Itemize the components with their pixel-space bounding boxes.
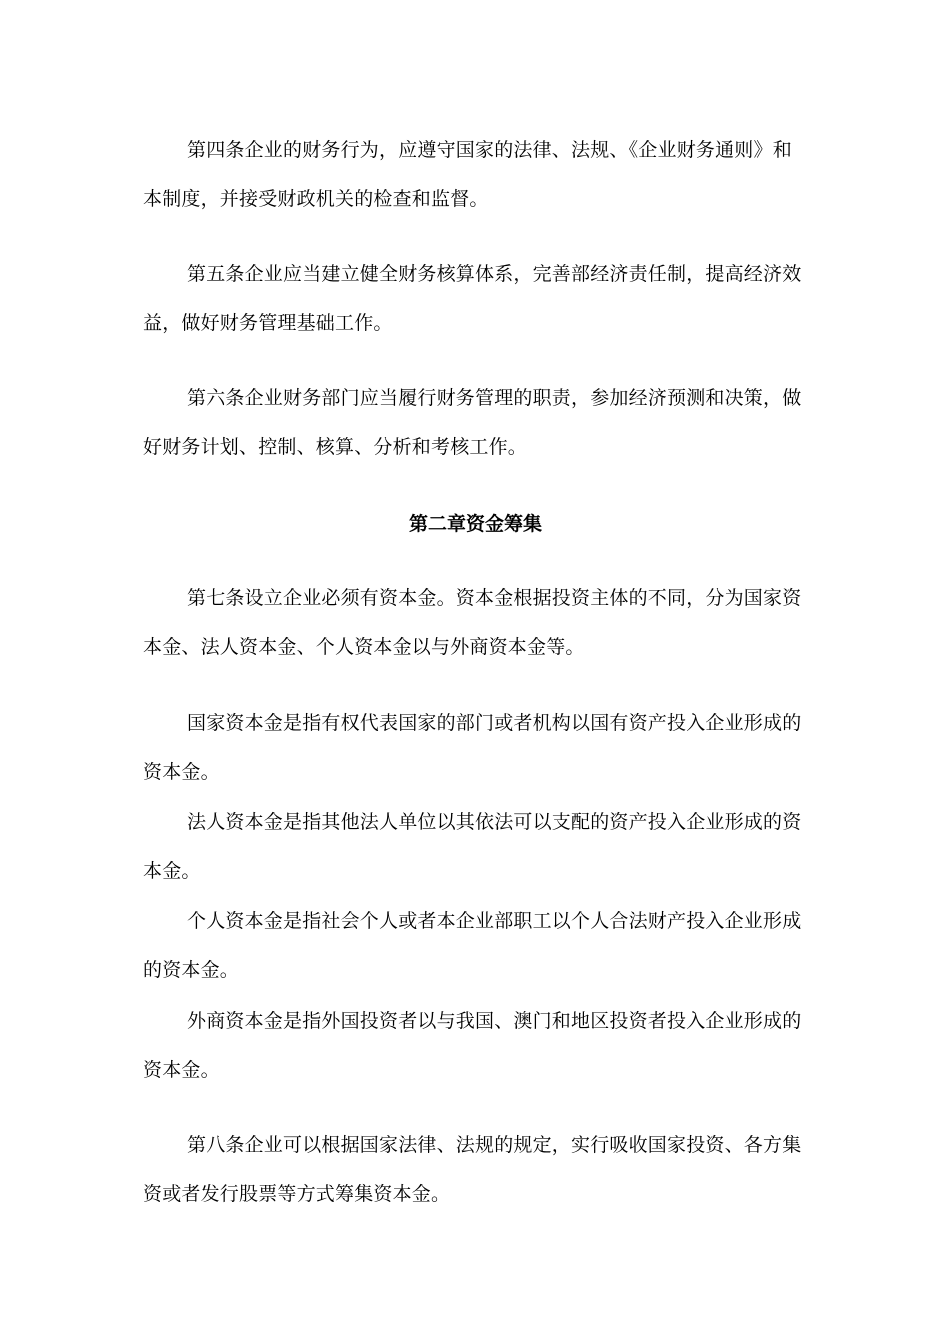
paragraph-legal-person-capital: 法人资本金是指其他法人单位以其依法可以支配的资产投入企业形成的资本金。 [143,811,802,882]
paragraph-article-4: 第四条企业的财务行为，应遵守国家的法律、法规、《企业财务通则》和本制度，并接受财政机关的检查和监督。 [143,139,792,210]
paragraph-state-capital: 国家资本金是指有权代表国家的部门或者机构以国有资产投入企业形成的资本金。 [143,712,802,783]
chapter-heading: 第二章资金筹集 [408,513,542,535]
paragraph-individual-capital: 个人资本金是指社会个人或者本企业部职工以个人合法财产投入企业形成的资本金。 [143,910,802,981]
paragraph-foreign-capital: 外商资本金是指外国投资者以与我国、澳门和地区投资者投入企业形成的资本金。 [143,1010,802,1081]
paragraph-article-8: 第八条企业可以根据国家法律、法规的规定，实行吸收国家投资、各方集资或者发行股票等方式筹集资本金。 [143,1134,802,1205]
paragraph-article-7: 第七条设立企业必须有资本金。资本金根据投资主体的不同，分为国家资本金、法人资本金、个人资本金以与外商资本金等。 [143,587,802,658]
paragraph-article-6: 第六条企业财务部门应当履行财务管理的职责，参加经济预测和决策，做好财务计划、控制、核算、分析和考核工作。 [143,387,802,458]
paragraph-article-5: 第五条企业应当建立健全财务核算体系，完善部经济责任制，提高经济效益，做好财务管理基础工作。 [143,263,802,334]
